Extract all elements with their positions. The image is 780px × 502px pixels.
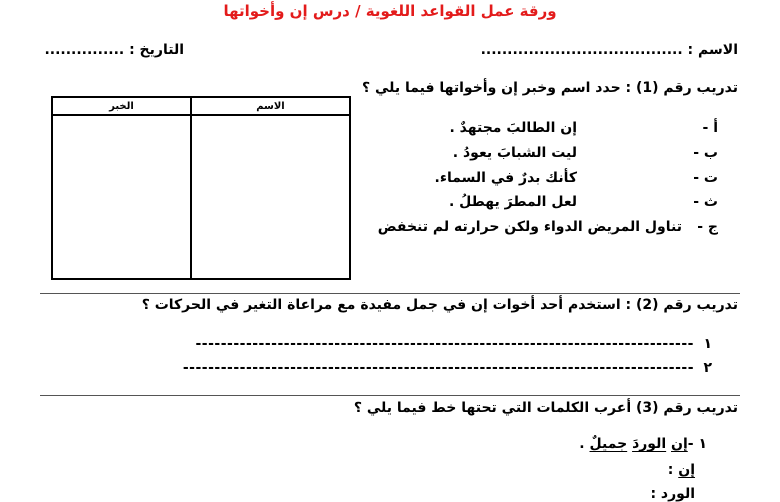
sentence-prefix: ١ - [687,436,707,452]
answer-colon: : [667,462,679,478]
underlined-word: جميلٌ [589,436,628,452]
item-text: تناول المريض الدواء ولكن حرارته لم تنخفض [377,219,682,235]
predicate-answer-cell[interactable] [52,115,191,279]
date-field[interactable]: التاريخ : ............... [44,42,184,58]
exercise-2-title: تدريب رقم (2) : استخدم أحد أخوات إن في جمل مفيدة مع مراعاة التغير في الحركات ؟ [141,297,738,313]
item-marker: ث - [693,194,718,210]
name-answer-cell[interactable] [191,115,350,279]
answer-row[interactable] [668,462,695,478]
item-marker: ت - [693,170,718,186]
section-divider [40,395,740,396]
line-number: ٢ [703,360,712,376]
answer-word: الورد [660,486,695,502]
answer-word: إن [678,462,695,478]
table-header-predicate: الخبر [52,97,191,115]
table-header-name: الاسم [191,97,350,115]
exercise-1-title: تدريب رقم (1) : حدد اسم وخبر إن وأخواتها فيما يلي ؟ [361,80,738,96]
item-marker: أ - [702,120,718,136]
underlined-word: إن [671,436,688,452]
answer-line[interactable]: --------------------------------------------------------------------------------- [182,360,694,376]
item-text: لعل المطرَ يهطلُ . [448,194,577,210]
line-number: ١ [703,336,712,352]
section-divider [40,293,740,294]
exercise-3-title: تدريب رقم (3) أعرب الكلمات التي تحتها خط فيما يلي ؟ [353,400,738,416]
exercise-3-sentence [579,436,707,452]
item-marker: ب - [693,145,718,161]
page-title: ورقة عمل القواعد اللغوية / درس إن وأخواتها [223,2,557,20]
name-field[interactable]: الاسم : ...................................... [480,42,738,58]
answer-colon: : [650,486,661,502]
answer-table [51,96,351,280]
item-text: كأنك بدرٌ في السماء. [434,170,577,186]
sentence-end: . [579,436,590,452]
item-text: ليت الشبابَ يعودُ . [452,145,577,161]
item-text: إن الطالبَ مجتهدٌ . [449,120,577,136]
answer-line[interactable]: ------------------------------------------------------------------------------- [195,336,694,352]
underlined-word: الوردَ [632,436,667,452]
item-marker: ج - [697,219,718,235]
